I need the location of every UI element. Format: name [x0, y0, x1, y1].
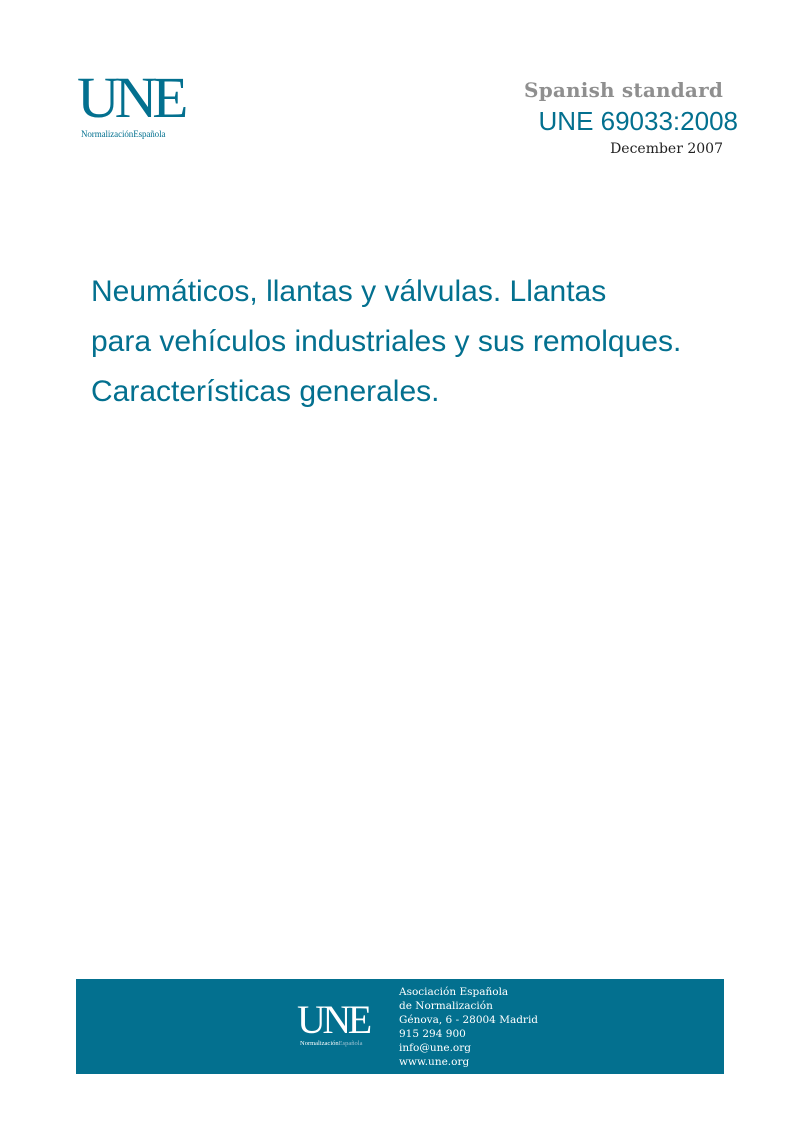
address-phone[interactable]: 915 294 900 [399, 1028, 466, 1040]
footer-address [399, 985, 538, 1069]
title-line: Neumáticos, llantas y válvulas. Llantas [91, 275, 607, 308]
address-organization-line-2: de Normalización [399, 1000, 493, 1012]
footer-band [76, 979, 724, 1074]
footer-logo-tagline-part2: Española [338, 1040, 363, 1047]
document-title [91, 267, 751, 417]
address-email-link[interactable]: info@une.org [399, 1042, 471, 1054]
logo-tagline [81, 129, 165, 139]
footer-une-logo [297, 997, 387, 1053]
standard-code: UNE 69033:2008 [538, 106, 738, 136]
footer-logo-tagline-part1: Normalización [300, 1040, 339, 1047]
address-organization-line-1: Asociación Española [399, 986, 509, 998]
address-website-link[interactable]: www.une.org [399, 1056, 470, 1068]
logo-letters: UNE [77, 65, 184, 130]
title-line: Características generales. [91, 375, 440, 408]
logo-tagline-part2: Española [133, 129, 166, 139]
address-street: Génova, 6 - 28004 Madrid [399, 1014, 539, 1026]
standard-type: Spanish standard [524, 78, 723, 102]
standard-date: December 2007 [610, 141, 723, 157]
footer-logo-letters: UNE [297, 997, 369, 1042]
standard-identification [524, 77, 738, 159]
footer-logo-tagline [300, 1040, 362, 1048]
title-line: para vehículos industriales y sus remolques. [91, 325, 682, 358]
une-logo [77, 65, 197, 144]
logo-tagline-part1: Normalización [81, 129, 134, 139]
